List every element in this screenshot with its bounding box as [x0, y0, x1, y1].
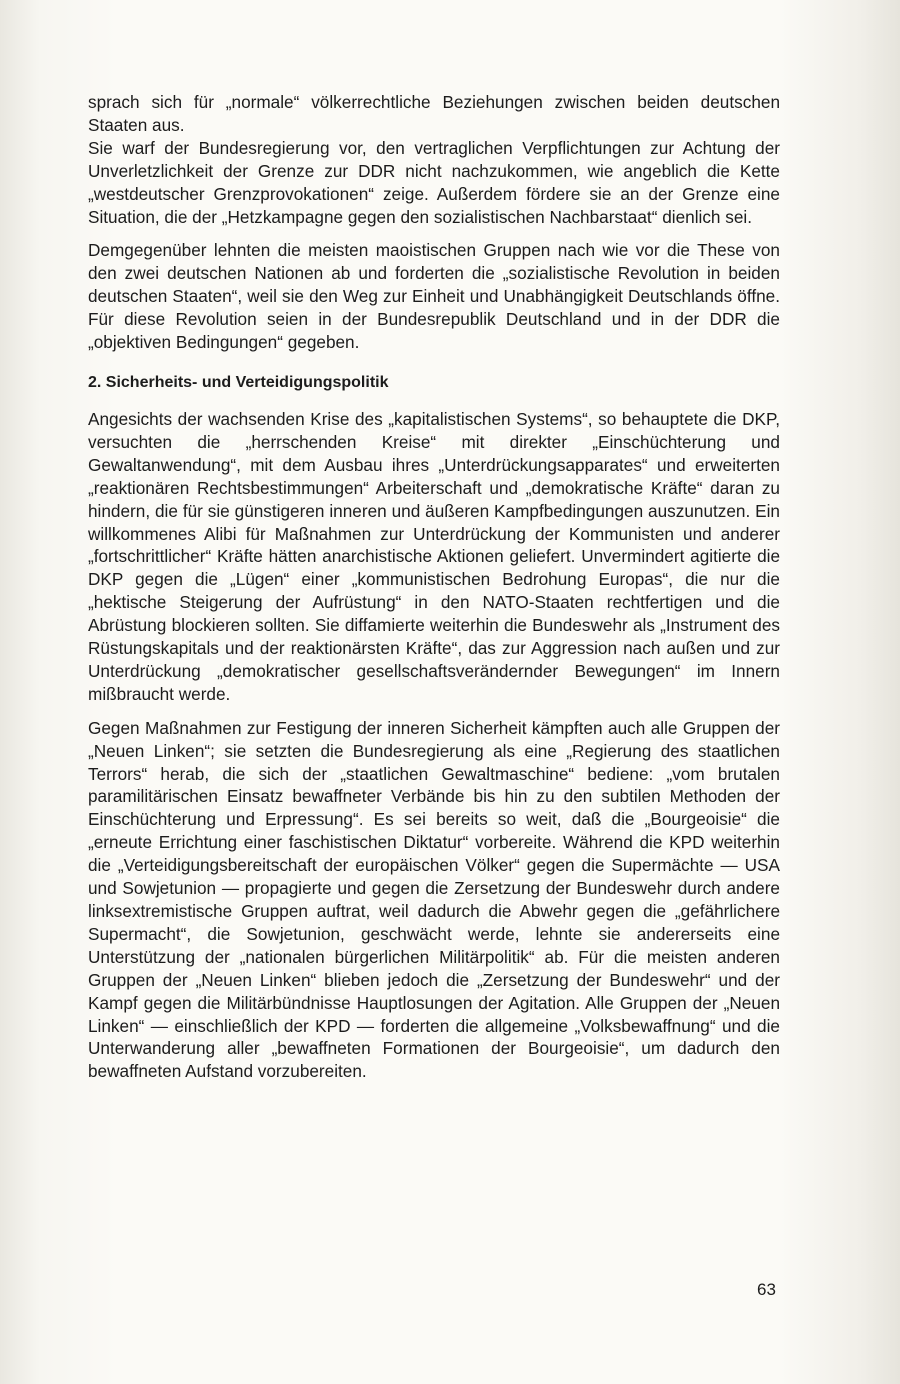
page-number: 63 [757, 1280, 776, 1299]
paragraph-dkp-security: Angesichts der wachsenden Krise des „kapitalistischen Systems“, so behauptete die DKP, versuchten die „herrschenden Kreise“ mit direkter „Einschüchterung und Gewaltanwendung“, mit dem Ausbau ihres „Unterdrückungsapparates“ und erweiterten „reaktionären Rechtsbestimmungen“ Arbeiterschaft und „demokratische Kräfte“ daran zu hindern, die für sie günstigeren inneren und äußeren Kampfbedingungen auszunutzen. Ein willkommenes Alibi für Maßnahmen zur Unterdrückung der Kommunisten und anderer „fortschrittlicher“ Kräfte hätten anarchistische Aktionen geliefert. Unvermindert agitierte die DKP gegen die „Lügen“ einer „kommunistischen Bedrohung Europas“, die nur die „hektische Steigerung der Aufrüstung“ in den NATO-Staaten rechtfertigen und die Abrüstung blockieren sollten. Sie diffamierte weiterhin die Bundeswehr als „Instrument des Rüstungskapitals und der reaktionärsten Kräfte“, das zur Aggression nach außen und zur Unterdrückung „demokratischer gesellschaftsverändernder Bewegungen“ im Innern mißbraucht werde. [88, 408, 780, 704]
text-column [88, 91, 780, 1094]
paragraph-border-policy: Sie warf der Bundesregierung vor, den vertraglichen Verpflichtungen zur Achtung der Unverletzlichkeit der Grenze zur DDR nicht nachzukommen, wie angeblich die Kette „westdeutscher Grenzprovokationen“ zeige. Außerdem fördere sie an der Grenze eine Situation, die der „Hetzkampagne gegen den sozialistischen Nachbarstaat“ dienlich sei. [88, 137, 780, 227]
paragraph-continuation: sprach sich für „normale“ völkerrechtliche Beziehungen zwischen beiden deutschen Staaten aus. [88, 92, 780, 135]
section-heading: 2. Sicherheits- und Verteidigungspolitik [88, 373, 389, 391]
paragraph-maoist-groups: Demgegenüber lehnten die meisten maoistischen Gruppen nach wie vor die These von den zwei deutschen Nationen ab und forderten die „sozialistische Revolution in beiden deutschen Staaten“, weil sie den Weg zur Einheit und Unabhängigkeit Deutschlands öffne. Für diese Revolution seien in der Bundesrepublik Deutschland und in der DDR die „objektiven Bedingungen“ gegeben. [88, 240, 780, 353]
paragraph-new-left: Gegen Maßnahmen zur Festigung der inneren Sicherheit kämpften auch alle Gruppen der „Neuen Linken“; sie setzten die Bundesregierung als eine „Regierung des staatlichen Terrors“ herab, die sich der „staatlichen Gewaltmaschine“ bediene: „vom brutalen paramilitärischen Einsatz bewaffneter Verbände bis hin zu den subtilen Methoden der Einschüchterung und Erpressung“. Es sei bereits so weit, daß die „Bourgeoisie“ die „erneute Errichtung einer faschistischen Diktatur“ vorbereite. Während die KPD weiterhin die „Verteidigungsbereitschaft der europäischen Völker“ gegen die Supermächte — USA und Sowjetunion — propagierte und gegen die Zersetzung der Bundeswehr durch andere linksextremistische Gruppen auftrat, weil dadurch die Abwehr gegen die „gefährlichere Supermacht“, die Sowjetunion, geschwächt werde, lehnte sie andererseits eine Unterstützung der „nationalen bürgerlichen Militärpolitik“ ab. Für die meisten anderen Gruppen der „Neuen Linken“ blieben jedoch die „Zersetzung der Bundeswehr“ und der Kampf gegen die Militärbündnisse Hauptlosungen der Agitation. Alle Gruppen der „Neuen Linken“ — einschließlich der KPD — forderten die allgemeine „Volksbewaffnung“ und die Unterwanderung aller „bewaffneten Formationen der Bourgeoisie“, um dadurch den bewaffneten Aufstand vorzubereiten. [88, 717, 780, 1082]
